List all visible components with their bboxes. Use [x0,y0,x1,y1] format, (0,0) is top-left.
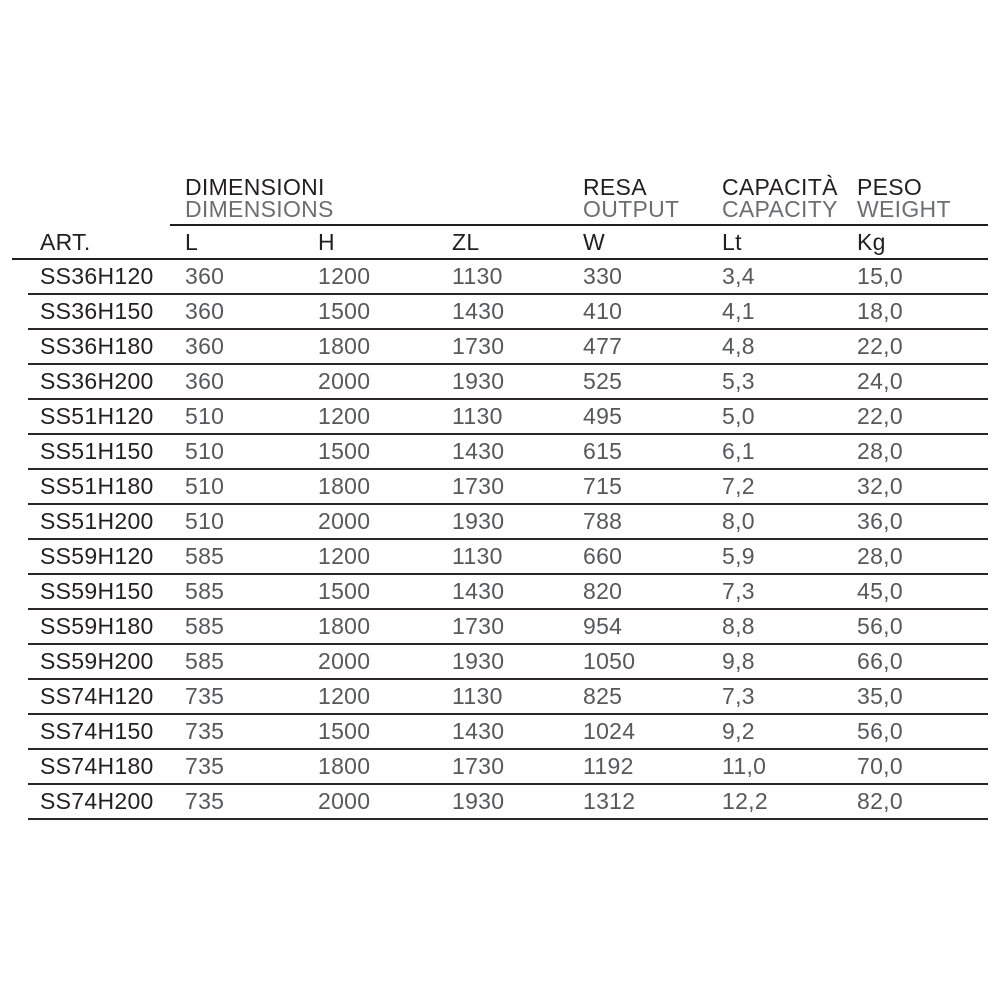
table-row [28,400,988,435]
article-code: SS51H150 [40,438,154,464]
value-cell: 8,0 [722,508,755,534]
group-header-row [28,173,988,226]
value-cell: 9,2 [722,718,755,744]
spec-table [28,173,988,820]
value-cell: 32,0 [857,473,903,499]
value-cell: 5,9 [722,543,755,569]
table-row [28,540,988,575]
table-row [28,680,988,715]
table-row [28,610,988,645]
table-row [28,260,988,295]
value-cell: 3,4 [722,263,755,289]
value-cell: 585 [185,578,225,604]
value-cell: 1800 [318,333,371,359]
value-cell: 1430 [452,298,505,324]
value-cell: 360 [185,368,225,394]
value-cell: 735 [185,683,225,709]
table-body [28,260,988,820]
value-cell: 585 [185,613,225,639]
value-cell: 525 [583,368,623,394]
article-code: SS74H150 [40,718,154,744]
value-cell: 8,8 [722,613,755,639]
article-code: SS59H150 [40,578,154,604]
value-cell: 18,0 [857,298,903,324]
value-cell: 1800 [318,613,371,639]
table-row [28,470,988,505]
value-cell: 1192 [583,753,634,779]
table-row [28,330,988,365]
value-cell: 1930 [452,508,505,534]
value-cell: 1130 [452,683,503,709]
value-cell: 1430 [452,578,505,604]
value-cell: 510 [185,473,225,499]
value-cell: 70,0 [857,753,903,779]
article-code: SS74H120 [40,683,154,709]
value-cell: 585 [185,543,225,569]
value-cell: 9,8 [722,648,755,674]
value-cell: 360 [185,263,225,289]
value-cell: 510 [185,403,225,429]
column-header-h: H [318,228,335,255]
value-cell: 1730 [452,613,505,639]
value-cell: 15,0 [857,263,903,289]
value-cell: 4,1 [722,298,755,324]
value-cell: 410 [583,298,623,324]
table-row [28,785,988,820]
group-subtitle-capacity: CAPACITY [722,196,838,222]
value-cell: 1130 [452,263,503,289]
value-cell: 1430 [452,718,505,744]
value-cell: 2000 [318,648,371,674]
article-code: SS59H180 [40,613,154,639]
group-title-dimensioni: DIMENSIONI [185,174,325,200]
value-cell: 1050 [583,648,636,674]
value-cell: 1130 [452,543,503,569]
value-cell: 735 [185,753,225,779]
value-cell: 2000 [318,368,371,394]
value-cell: 22,0 [857,333,903,359]
value-cell: 1130 [452,403,503,429]
column-header-zl: ZL [452,228,480,255]
value-cell: 28,0 [857,438,903,464]
value-cell: 735 [185,788,225,814]
group-title-resa: RESA [583,174,647,200]
value-cell: 24,0 [857,368,903,394]
value-cell: 1930 [452,368,505,394]
value-cell: 1930 [452,648,505,674]
value-cell: 510 [185,508,225,534]
value-cell: 1800 [318,473,371,499]
value-cell: 585 [185,648,225,674]
value-cell: 36,0 [857,508,903,534]
article-code: SS36H120 [40,263,154,289]
value-cell: 615 [583,438,623,464]
article-code: SS74H180 [40,753,154,779]
value-cell: 2000 [318,788,371,814]
value-cell: 954 [583,613,623,639]
group-dimensions [185,173,452,226]
value-cell: 4,8 [722,333,755,359]
value-cell: 45,0 [857,578,903,604]
value-cell: 1500 [318,718,371,744]
header-underline-extension [12,258,28,260]
value-cell: 1500 [318,578,371,604]
table-row [28,435,988,470]
value-cell: 1730 [452,333,505,359]
group-title-capacita: CAPACITÀ [722,174,838,200]
value-cell: 715 [583,473,623,499]
value-cell: 82,0 [857,788,903,814]
value-cell: 7,3 [722,683,755,709]
value-cell: 11,0 [722,753,767,779]
group-title-peso: PESO [857,174,923,200]
value-cell: 1430 [452,438,505,464]
article-code: SS51H200 [40,508,154,534]
value-cell: 510 [185,438,225,464]
table-row [28,295,988,330]
value-cell: 788 [583,508,623,534]
value-cell: 28,0 [857,543,903,569]
value-cell: 1200 [318,403,371,429]
value-cell: 1930 [452,788,505,814]
group-subtitle-output: OUTPUT [583,196,680,222]
value-cell: 1200 [318,263,371,289]
value-cell: 1200 [318,683,371,709]
value-cell: 735 [185,718,225,744]
value-cell: 5,3 [722,368,755,394]
value-cell: 1312 [583,788,636,814]
table-row [28,750,988,785]
value-cell: 360 [185,298,225,324]
group-capacity [722,173,857,226]
value-cell: 1024 [583,718,636,744]
article-code: SS74H200 [40,788,154,814]
column-header-art: ART. [40,228,91,255]
value-cell: 1200 [318,543,371,569]
value-cell: 330 [583,263,623,289]
article-code: SS36H200 [40,368,154,394]
value-cell: 477 [583,333,623,359]
article-code: SS59H120 [40,543,154,569]
column-header-row [28,226,988,260]
article-code: SS36H180 [40,333,154,359]
column-header-l: L [185,228,199,255]
value-cell: 22,0 [857,403,903,429]
table-row [28,715,988,750]
value-cell: 56,0 [857,718,903,744]
table-row [28,645,988,680]
group-weight [857,173,988,226]
column-header-kg: Kg [857,228,886,255]
value-cell: 12,2 [722,788,768,814]
value-cell: 660 [583,543,623,569]
value-cell: 1730 [452,473,505,499]
article-code: SS36H150 [40,298,154,324]
value-cell: 820 [583,578,623,604]
value-cell: 495 [583,403,623,429]
group-subtitle-weight: WEIGHT [857,196,951,222]
value-cell: 35,0 [857,683,903,709]
value-cell: 7,2 [722,473,755,499]
value-cell: 1800 [318,753,371,779]
column-header-lt: Lt [722,228,742,255]
article-code: SS59H200 [40,648,154,674]
value-cell: 1730 [452,753,505,779]
table-row [28,365,988,400]
value-cell: 2000 [318,508,371,534]
value-cell: 7,3 [722,578,755,604]
value-cell: 56,0 [857,613,903,639]
value-cell: 1500 [318,298,371,324]
value-cell: 825 [583,683,623,709]
group-subtitle-dimensions: DIMENSIONS [185,196,334,222]
table-row [28,575,988,610]
value-cell: 6,1 [722,438,755,464]
value-cell: 66,0 [857,648,903,674]
article-code: SS51H120 [40,403,154,429]
article-code: SS51H180 [40,473,154,499]
table-row [28,505,988,540]
value-cell: 1500 [318,438,371,464]
value-cell: 5,0 [722,403,755,429]
value-cell: 360 [185,333,225,359]
group-output [583,173,722,226]
column-header-w: W [583,228,606,255]
